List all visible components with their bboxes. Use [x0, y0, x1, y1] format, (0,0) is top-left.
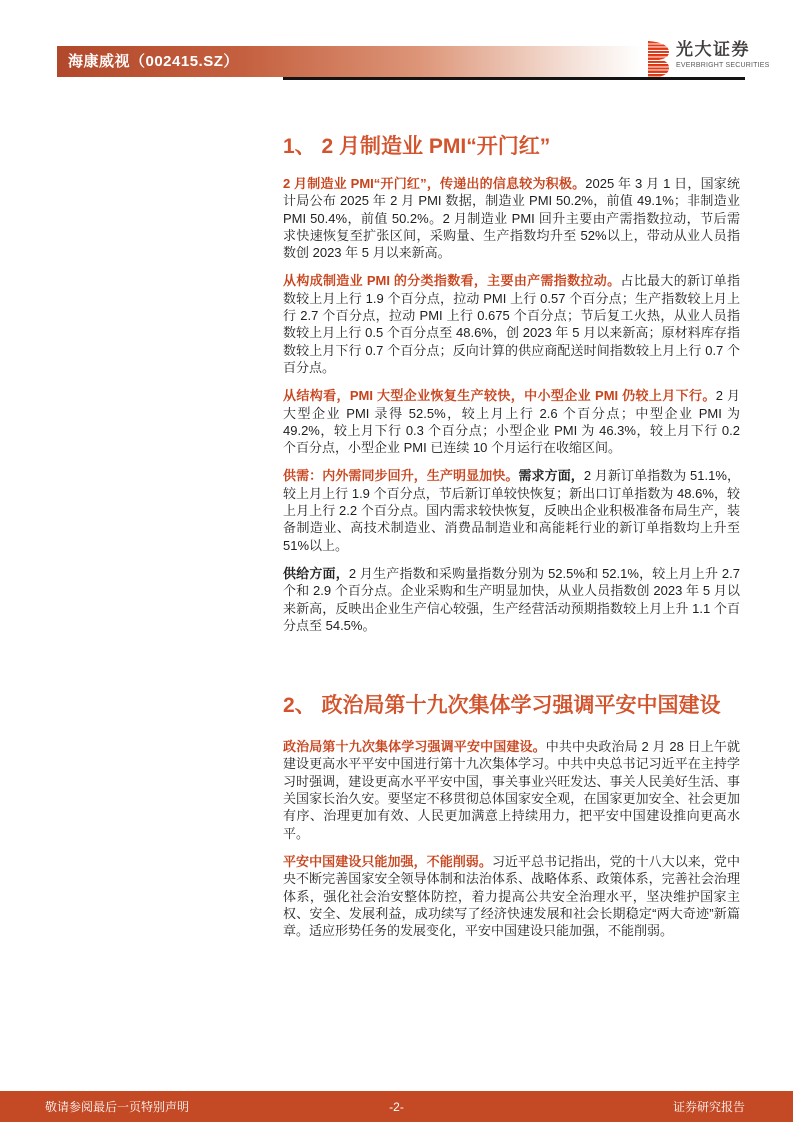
footer-bar [0, 1091, 793, 1122]
footer-disclaimer: 敬请参阅最后一页特别声明 [45, 1100, 190, 1114]
section-1-title: 1、 2 月制造业 PMI“开门红” [283, 135, 551, 158]
paragraph-lead-bold: 供给方面， [283, 565, 349, 581]
logo-cn-text: 光大证券 [676, 40, 750, 59]
paragraph [283, 565, 740, 634]
paragraph-text: 2 月大型企业 PMI 录得 52.5%，较上月上行 2.6 个百分点；中型企业 PMI 为 49.2%，较上月下行 0.3 个百分点；小型企业 PMI 为 46.3%，较上月下行 0.2 个百分点，小型企业 PMI 已连续 10 个月运行在收缩区间。 [283, 388, 741, 456]
everbright-logo-text [676, 40, 770, 69]
paragraph-lead-red: 政治局第十九次集体学习强调平安中国建设。 [283, 739, 546, 755]
paragraph-text: 占比最大的新订单指数较上月上行 1.9 个百分点，拉动 PMI 上行 0.57 个百分点；生产指数较上月上行 2.7 个百分点，拉动 PMI 上行 0.675 个百分点；节后复工火热，从业人员指数较上月上行 0.5 个百分点至 48.6%，创 2023 年 5 月以来新高；原材料库存指数较上月下行 0.7 个百分点；反向计算的供应商配送时间指数较上月上行 0.7 个百分点。 [283, 273, 740, 375]
stock-label: 海康威视（002415.SZ） [68, 53, 239, 70]
footer-page-number: -2- [389, 1099, 404, 1114]
paragraph-text: 中共中央政治局 2 月 28 日上午就建设更高水平平安中国进行第十九次集体学习。中共中央总书记习近平在主持学习时强调，建设更高水平平安中国，事关事业兴旺发达、事关人民美好生活、事关国家长治久安。要坚定不移贯彻总体国家安全观，在国家更加安全、社会更加有序、治理更加有效、人民更加满意上持续用力，把平安中国建设推向更高水平。 [283, 739, 740, 841]
paragraph-text: 2 月生产指数和采购量指数分别为 52.5%和 52.1%，较上月上升 2.7 个和 2.9 个百分点。企业采购和生产明显加快，从业人员指数创 2023 年 5 月以来新高，反映出企业生产信心较强，生产经营活动预期指数较上月上升 1.1 个百分点至 54.5%。 [283, 565, 740, 633]
everbright-logo [645, 40, 770, 78]
paragraph [283, 272, 740, 376]
paragraph-text: 习近平总书记指出，党的十八大以来，党中央不断完善国家安全领导体制和法治体系、战略体系、政策体系，完善社会治理体系，强化社会治安整体防控，着力提高公共安全治理水平，坚决维护国家主权、安全、发展利益，成功续写了经济快速发展和社会长期稳定“两大奇迹”新篇章。适应形势任务的发展变化，平安中国建设只能加强，不能削弱。 [283, 853, 740, 939]
paragraph-lead-red: 2 月制造业 PMI“开门红”，传递出的信息较为积极。 [283, 176, 586, 191]
paragraph-lead-bold: 需求方面， [518, 468, 584, 484]
report-body [283, 131, 740, 950]
paragraph [283, 175, 740, 261]
paragraph-lead-red: 供需：内外需同步回升，生产明显加快。 [283, 468, 519, 484]
footer-report-type: 证券研究报告 [672, 1100, 745, 1114]
section-2-title: 2、 政治局第十九次集体学习强调平安中国建设 [283, 694, 721, 718]
paragraph [283, 387, 740, 456]
header-stock-bar [57, 46, 641, 77]
everbright-logo-icon [645, 41, 670, 78]
header-divider [283, 77, 745, 80]
paragraph-text: 2025 年 3 月 1 日，国家统计局公布 2025 年 2 月 PMI 数据，制造业 PMI 50.2%，前值 49.1%；非制造业 PMI 50.4%，前值 50.2%。2 月制造业 PMI 回升主要由产需指数拉动，节后需求快速恢复至扩张区间，采购量、生产指数均升至 52%以上，带动从业人员指数创 2023 年 5 月以来新高。 [283, 176, 740, 261]
logo-en-text: EVERBRIGHT SECURITIES [676, 61, 770, 69]
paragraph-lead-red: 从结构看，PMI 大型企业恢复生产较快，中小型企业 PMI 仍较上月下行。 [283, 388, 716, 404]
paragraph-lead-red: 平安中国建设只能加强，不能削弱。 [283, 853, 492, 869]
paragraph [283, 738, 740, 842]
paragraph-lead-red: 从构成制造业 PMI 的分类指数看，主要由产需指数拉动。 [283, 273, 621, 289]
paragraph [283, 467, 740, 553]
paragraph-text: 2 月新订单指数为 51.1%，较上月上行 1.9 个百分点，节后新订单较快恢复；新出口订单指数为 48.6%，较上月上行 2.2 个百分点。国内需求较快恢复，反映出企业积极准备布局生产，装备制造业、高技术制造业、消费品制造业和高能耗行业的新订单指数均上升至 51%以上。 [283, 468, 740, 553]
paragraph [283, 853, 740, 939]
